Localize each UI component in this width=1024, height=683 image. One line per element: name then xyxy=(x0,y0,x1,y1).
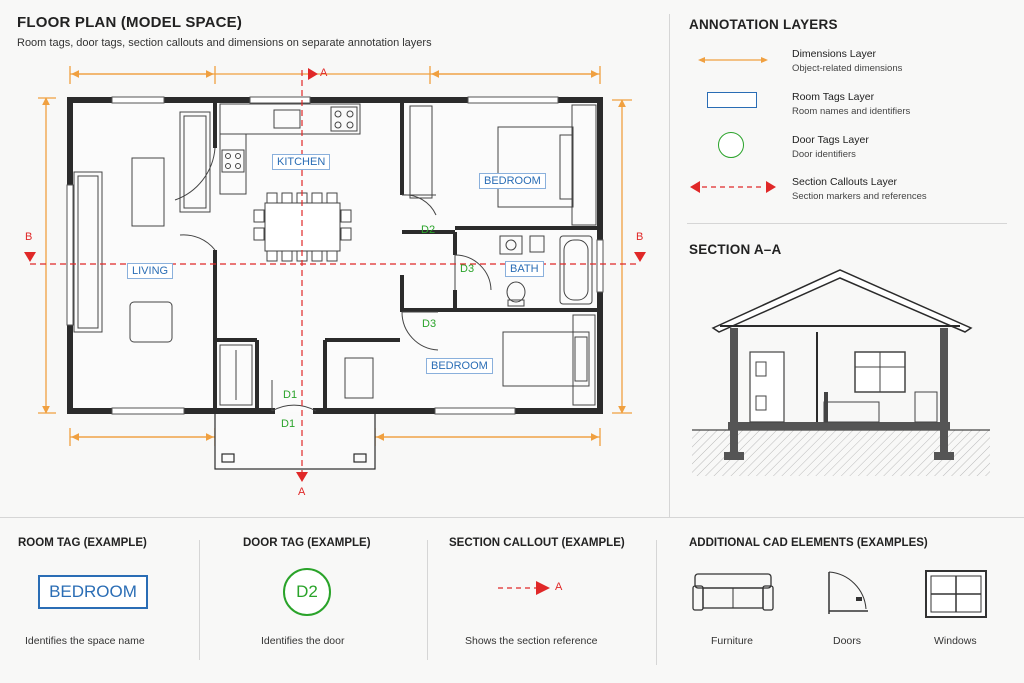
legend-dimension-symbol xyxy=(698,54,768,66)
room-tag-example-heading: ROOM TAG (EXAMPLE) xyxy=(18,537,147,549)
legend-section-divider xyxy=(687,223,1007,224)
section-a-a-drawing xyxy=(690,262,1000,480)
legend-room-tag-symbol xyxy=(707,92,757,108)
room-tag-bedroom-top: BEDROOM xyxy=(479,173,546,189)
door-tag-d1-upper: D1 xyxy=(283,389,298,401)
section-callout-example-letter: A xyxy=(555,581,563,593)
section-callout-example-caption: Shows the section reference xyxy=(465,635,598,647)
example-divider-3 xyxy=(656,540,657,665)
door-tag-d2: D2 xyxy=(421,224,436,236)
legend-item-roomtags-desc: Room names and identifiers xyxy=(792,106,911,117)
room-tag-example: BEDROOM xyxy=(38,575,148,609)
cad-item-furniture: Furniture xyxy=(711,635,754,647)
door-tag-example: D2 xyxy=(283,568,331,616)
page-subtitle: Room tags, door tags, section callouts and dimensions on separate annotation layers xyxy=(17,37,432,49)
section-callout-example-symbol xyxy=(498,580,554,596)
cad-item-doors: Doors xyxy=(833,635,862,647)
section-arrow-b-left xyxy=(24,252,36,262)
room-tag-bedroom-bottom: BEDROOM xyxy=(426,358,493,374)
legend-section-symbol xyxy=(690,180,776,194)
legend-door-tag-symbol xyxy=(718,132,744,158)
room-tag-kitchen: KITCHEN xyxy=(272,154,330,170)
legend-title: ANNOTATION LAYERS xyxy=(689,17,838,32)
legend-item-dimensions-name: Dimensions Layer xyxy=(792,48,877,60)
window-icon xyxy=(924,569,988,619)
legend-item-section-name: Section Callouts Layer xyxy=(792,176,898,188)
room-tag-example-caption: Identifies the space name xyxy=(25,635,145,647)
door-tag-example-caption: Identifies the door xyxy=(261,635,345,647)
door-tag-d1-lower: D1 xyxy=(281,418,296,430)
sofa-icon xyxy=(691,572,775,614)
door-tag-example-heading: DOOR TAG (EXAMPLE) xyxy=(243,537,371,549)
door-icon xyxy=(826,569,870,617)
legend-item-section-desc: Section markers and references xyxy=(792,191,927,202)
legend-item-roomtags-name: Room Tags Layer xyxy=(792,91,875,103)
section-arrow-b-right xyxy=(634,252,646,262)
section-title: SECTION A–A xyxy=(689,242,782,257)
section-arrow-a-top xyxy=(308,68,318,80)
section-label-b-right: B xyxy=(636,231,644,243)
legend-item-dimensions-desc: Object-related dimensions xyxy=(792,63,903,74)
bottom-panel-divider xyxy=(0,517,1024,518)
cad-item-windows: Windows xyxy=(934,635,977,647)
section-label-b-left: B xyxy=(25,231,33,243)
section-callout-example-heading: SECTION CALLOUT (EXAMPLE) xyxy=(449,537,625,549)
room-tag-living: LIVING xyxy=(127,263,173,279)
room-tag-bath: BATH xyxy=(505,261,544,277)
door-tag-d3-lower: D3 xyxy=(422,318,437,330)
legend-item-doortags-desc: Door identifiers xyxy=(792,149,856,160)
section-arrow-a-bottom xyxy=(296,472,308,482)
section-label-a-top: A xyxy=(320,67,328,79)
legend-item-doortags-name: Door Tags Layer xyxy=(792,134,869,146)
example-divider-1 xyxy=(199,540,200,660)
example-divider-2 xyxy=(427,540,428,660)
door-tag-d3-upper: D3 xyxy=(460,263,475,275)
page-title: FLOOR PLAN (MODEL SPACE) xyxy=(17,14,243,31)
cad-elements-heading: ADDITIONAL CAD ELEMENTS (EXAMPLES) xyxy=(689,537,928,549)
section-label-a-bottom: A xyxy=(298,486,306,498)
floor-plan xyxy=(0,0,670,515)
